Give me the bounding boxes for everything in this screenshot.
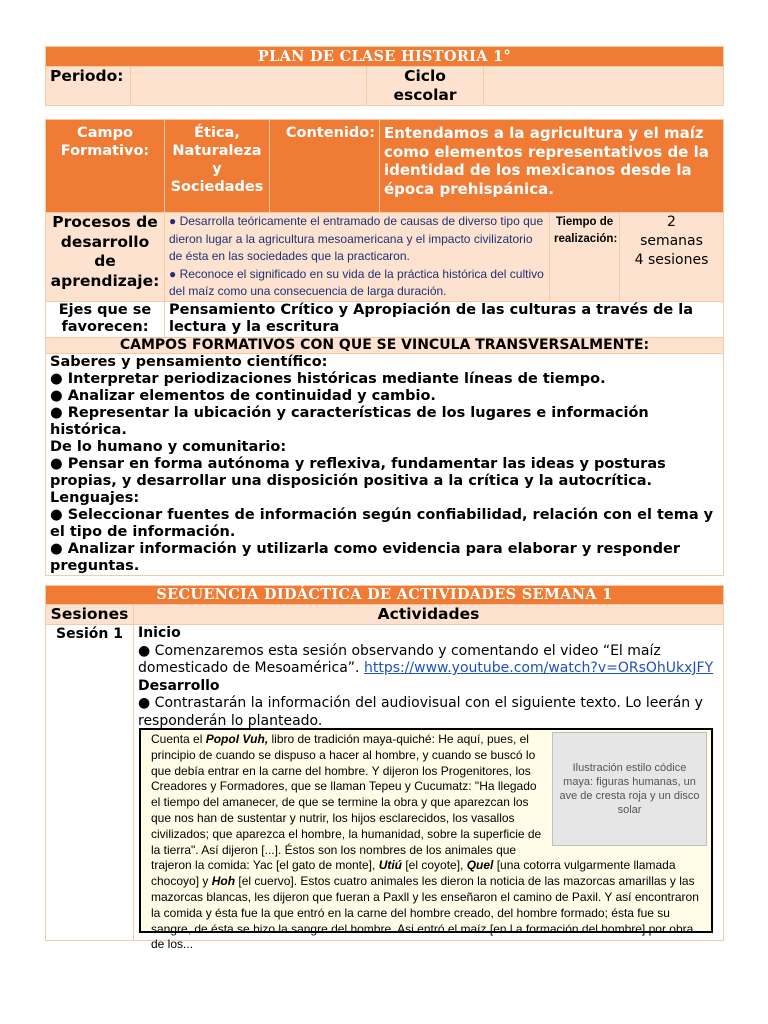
col-sesiones: Sesiones — [46, 605, 134, 625]
contenido-value: Entendamos a la agricultura y el maíz como elementos representativos de la identidad de los mexicanos desde la época prehispánica. — [380, 120, 724, 213]
plan-title: PLAN DE CLASE HISTORIA 1° — [46, 47, 724, 67]
video-link[interactable]: https://www.youtube.com/watch?v=ORsOhUkxJFY — [363, 660, 714, 676]
proceso-item: ● Reconoce el significado en su vida de la práctica histórica del cultivo del maíz como una consecuencia de larga duración. — [169, 266, 544, 298]
vinculacion-line: ● Representar la ubicación y características de los lugares e información histórica. — [50, 404, 649, 438]
ciclo-value — [484, 67, 724, 106]
inicio-text — [138, 643, 719, 678]
ciclo-label-line1: Ciclo — [404, 67, 446, 85]
campo-label: Campo Formativo: — [46, 120, 165, 213]
tiempo-line: 4 sesiones — [634, 252, 709, 268]
vinculacion-title: CAMPOS FORMATIVOS CON QUE SE VINCULA TRANSVERSALMENTE: — [46, 337, 724, 353]
plan-info-table — [45, 119, 724, 576]
sesion-label: Sesión 1 — [46, 625, 134, 941]
desarrollo-text: ● Contrastarán la información del audiovisual con el siguiente texto. Lo leerán y responderán lo planteado. — [138, 695, 703, 729]
vinculacion-line: Saberes y pensamiento científico: — [50, 353, 328, 370]
ciclo-label-line2: escolar — [393, 86, 457, 104]
vinculacion-line: ● Seleccionar fuentes de información según confiabilidad, relación con el tema y el tipo de información. — [50, 506, 714, 540]
vinculacion-line: ● Interpretar periodizaciones históricas mediante líneas de tiempo. — [50, 370, 606, 387]
inicio-description: ● Comenzaremos esta sesión observando y comentando el video “El maíz domesticado de Mesoamérica”. — [138, 642, 661, 676]
ciclo-label — [367, 67, 484, 106]
plan-header-table — [45, 46, 724, 106]
col-actividades: Actividades — [134, 605, 724, 625]
reading-term: Utiú — [378, 858, 403, 873]
vinculacion-line: ● Analizar información y utilizarla como evidencia para elaborar y responder preguntas. — [50, 540, 680, 574]
periodo-value — [131, 67, 367, 106]
reading-text: [una cotorra vulgarmente llamada chocoyo] y — [151, 858, 676, 889]
tiempo-line: semanas — [640, 233, 703, 249]
proceso-item: ● Desarrolla teóricamente el entramado de causas de diverso tipo que dieron lugar a la agricultura mesoamericana y el impacto civilizatorio de ésta en las sociedades que la practicaron. — [169, 214, 544, 263]
reading-text: [el cuervo]. Estos cuatro animales les dieron la noticia de las mazorcas amarillas y las mazorcas blancas, les dijeron que fueran a Paxll y les enseñaron el camino de Paxil. Y así encontraron la comida y ésta fue la que entró en la carne del hombre creado, del hombre formado; ésta fue su sangre, de ésta se hizo la sangre del hombre. Asi entró el maíz [en l a formación del hombre] por obra de los... — [151, 874, 699, 952]
tiempo-value — [620, 213, 724, 302]
procesos-label: Procesos de desarrollo de aprendizaje: — [46, 213, 165, 302]
reading-text: [el coyote], — [402, 858, 467, 873]
ejes-value: Pensamiento Crítico y Apropiación de las culturas a través de la lectura y la escritura — [165, 301, 724, 337]
tiempo-line: 2 — [667, 214, 676, 230]
periodo-label: Periodo: — [46, 67, 131, 106]
reading-box — [139, 728, 713, 952]
procesos-list — [165, 213, 550, 302]
inicio-heading: Inicio — [138, 625, 181, 641]
reading-text: Cuenta el — [151, 732, 206, 746]
vinculacion-line: De lo humano y comunitario: — [50, 438, 287, 455]
contenido-label: Contenido: — [270, 120, 380, 213]
desarrollo-heading: Desarrollo — [138, 677, 220, 694]
tiempo-label: Tiempo de realización: — [550, 213, 620, 302]
campo-value: Ética, Naturaleza y Sociedades — [165, 120, 270, 213]
reading-term: Hoh — [211, 874, 236, 889]
reading-term: Quel — [466, 858, 494, 873]
secuencia-title: SECUENCIA DIDÁCTICA DE ACTIVIDADES SEMANA 1 — [46, 586, 724, 605]
codex-illustration-placeholder: Ilustración estilo códice maya: figuras humanas, un ave de cresta roja y un disco solar — [552, 732, 707, 846]
vinculacion-line: Lenguajes: — [50, 489, 140, 506]
ejes-label: Ejes que se favorecen: — [46, 301, 165, 337]
vinculacion-line: ● Pensar en forma autónoma y reflexiva, fundamentar las ideas y posturas propias, y desarrollar una disposición positiva a la crítica y la autocrítica. — [50, 455, 666, 489]
vinculacion-list — [46, 353, 724, 575]
vinculacion-line: ● Analizar elementos de continuidad y cambio. — [50, 387, 436, 404]
popol-vuh-title: PopoI Vuh, — [205, 732, 269, 746]
reading-text: libro de tradición maya-quiché: He aquí, pues, el principio de cuando se dispuso a hacer al hombre, y cuando se buscó lo que debía entrar en la carne del hombre. Y dijeron los Progenitores, los Creadores y Formadores, que se llaman Tepeu y Cucumatz: "Ha llegado el tiempo del amanecer, de que se termine la obra y que aparezcan los que nos han de sustentar y nutrir, los hijos esclarecidos, los vasallos civilizados; que aparezca el hombre, la humanidad, sobre la superficie de la tierra". Así dijeron [...]. Éstos son los nombres de los animales que trajeron la comida: Yac [el gato de monte], — [151, 732, 542, 873]
